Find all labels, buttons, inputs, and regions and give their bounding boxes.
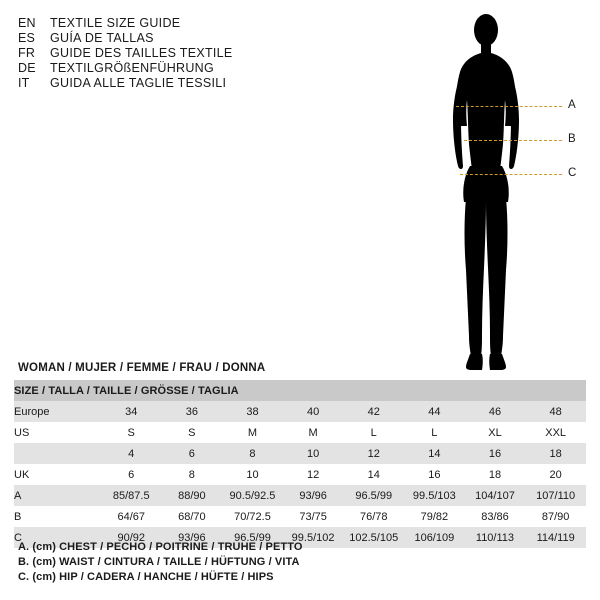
table-header-row (14, 380, 586, 401)
measurement-legend (18, 541, 578, 586)
cell-usnum-6: 16 (465, 443, 526, 464)
cell-europe-7: 48 (525, 401, 586, 422)
row-label-a: A (14, 485, 101, 506)
cell-europe-4: 42 (343, 401, 404, 422)
cell-uk-1: 8 (162, 464, 223, 485)
cell-b-2: 70/72.5 (222, 506, 283, 527)
language-code-de: DE (18, 61, 36, 75)
language-row-en (18, 16, 348, 30)
language-row-de (18, 61, 348, 75)
cell-usnum-7: 18 (525, 443, 586, 464)
cell-a-3: 93/96 (283, 485, 344, 506)
cell-us-0: S (101, 422, 162, 443)
row-label-uk: UK (14, 464, 101, 485)
cell-a-2: 90.5/92.5 (222, 485, 283, 506)
language-title-fr: GUIDE DES TAILLES TEXTILE (50, 46, 233, 60)
cell-usnum-0: 4 (101, 443, 162, 464)
measure-label-a: A (568, 99, 576, 111)
cell-a-5: 99.5/103 (404, 485, 465, 506)
row-label-us-numeric (14, 443, 101, 464)
cell-b-6: 83/86 (465, 506, 526, 527)
cell-uk-4: 14 (343, 464, 404, 485)
cell-usnum-4: 12 (343, 443, 404, 464)
measure-line-a (456, 106, 562, 107)
cell-usnum-2: 8 (222, 443, 283, 464)
language-code-es: ES (18, 31, 36, 45)
size-table (14, 380, 586, 548)
cell-c-4: 102.5/105 (343, 527, 404, 548)
cell-a-0: 85/87.5 (101, 485, 162, 506)
cell-europe-6: 46 (465, 401, 526, 422)
cell-c-7: 114/119 (525, 527, 586, 548)
table-row (14, 506, 586, 527)
cell-europe-0: 34 (101, 401, 162, 422)
cell-c-6: 110/113 (465, 527, 526, 548)
cell-b-3: 73/75 (283, 506, 344, 527)
cell-uk-2: 10 (222, 464, 283, 485)
cell-usnum-3: 10 (283, 443, 344, 464)
language-code-it: IT (18, 76, 30, 90)
measure-line-b (464, 140, 562, 141)
table-row (14, 485, 586, 506)
language-code-en: EN (18, 16, 36, 30)
table-caption: WOMAN / MUJER / FEMME / FRAU / DONNA (18, 362, 266, 374)
cell-b-0: 64/67 (101, 506, 162, 527)
table-row (14, 401, 586, 422)
cell-b-7: 87/90 (525, 506, 586, 527)
language-row-es (18, 31, 348, 45)
cell-us-6: XL (465, 422, 526, 443)
row-label-europe: Europe (14, 401, 101, 422)
row-label-c: C (14, 527, 101, 548)
measure-label-b: B (568, 133, 576, 145)
language-title-it: GUIDA ALLE TAGLIE TESSILI (50, 76, 227, 90)
cell-c-2: 96.5/99 (222, 527, 283, 548)
cell-us-1: S (162, 422, 223, 443)
cell-us-4: L (343, 422, 404, 443)
cell-uk-0: 6 (101, 464, 162, 485)
cell-uk-6: 18 (465, 464, 526, 485)
cell-a-1: 88/90 (162, 485, 223, 506)
cell-us-7: XXL (525, 422, 586, 443)
language-code-fr: FR (18, 46, 36, 60)
measure-line-c (460, 174, 562, 175)
cell-a-7: 107/110 (525, 485, 586, 506)
cell-usnum-1: 6 (162, 443, 223, 464)
language-title-es: GUÍA DE TALLAS (50, 31, 154, 45)
legend-line-c: C. (cm) HIP / CADERA / HANCHE / HÜFTE / HIPS (18, 571, 274, 583)
cell-europe-5: 44 (404, 401, 465, 422)
language-row-fr (18, 46, 348, 60)
language-row-it (18, 76, 348, 90)
row-label-us: US (14, 422, 101, 443)
cell-europe-3: 40 (283, 401, 344, 422)
cell-a-4: 96.5/99 (343, 485, 404, 506)
cell-c-1: 93/96 (162, 527, 223, 548)
cell-us-2: M (222, 422, 283, 443)
cell-c-3: 99.5/102 (283, 527, 344, 548)
language-title-en: TEXTILE SIZE GUIDE (50, 16, 181, 30)
cell-c-5: 106/109 (404, 527, 465, 548)
table-header-label: SIZE / TALLA / TAILLE / GRÖSSE / TAGLIA (14, 380, 586, 401)
cell-uk-5: 16 (404, 464, 465, 485)
cell-us-5: L (404, 422, 465, 443)
cell-uk-7: 20 (525, 464, 586, 485)
table-row (14, 422, 586, 443)
female-silhouette-icon (420, 8, 590, 378)
cell-europe-2: 38 (222, 401, 283, 422)
table-row (14, 464, 586, 485)
table-row (14, 443, 586, 464)
row-label-b: B (14, 506, 101, 527)
cell-us-3: M (283, 422, 344, 443)
cell-europe-1: 36 (162, 401, 223, 422)
cell-uk-3: 12 (283, 464, 344, 485)
cell-b-5: 79/82 (404, 506, 465, 527)
cell-usnum-5: 14 (404, 443, 465, 464)
language-header-block (18, 16, 348, 91)
cell-c-0: 90/92 (101, 527, 162, 548)
measure-label-c: C (568, 167, 577, 179)
cell-b-4: 76/78 (343, 506, 404, 527)
cell-a-6: 104/107 (465, 485, 526, 506)
legend-line-a: A. (cm) CHEST / PECHO / POITRINE / TRUHE / PETTO (18, 541, 303, 553)
legend-line-b: B. (cm) WAIST / CINTURA / TAILLE / HÜFTUNG / VITA (18, 556, 300, 568)
language-title-de: TEXTILGRÖßENFÜHRUNG (50, 61, 215, 75)
cell-b-1: 68/70 (162, 506, 223, 527)
body-figure (420, 8, 590, 378)
